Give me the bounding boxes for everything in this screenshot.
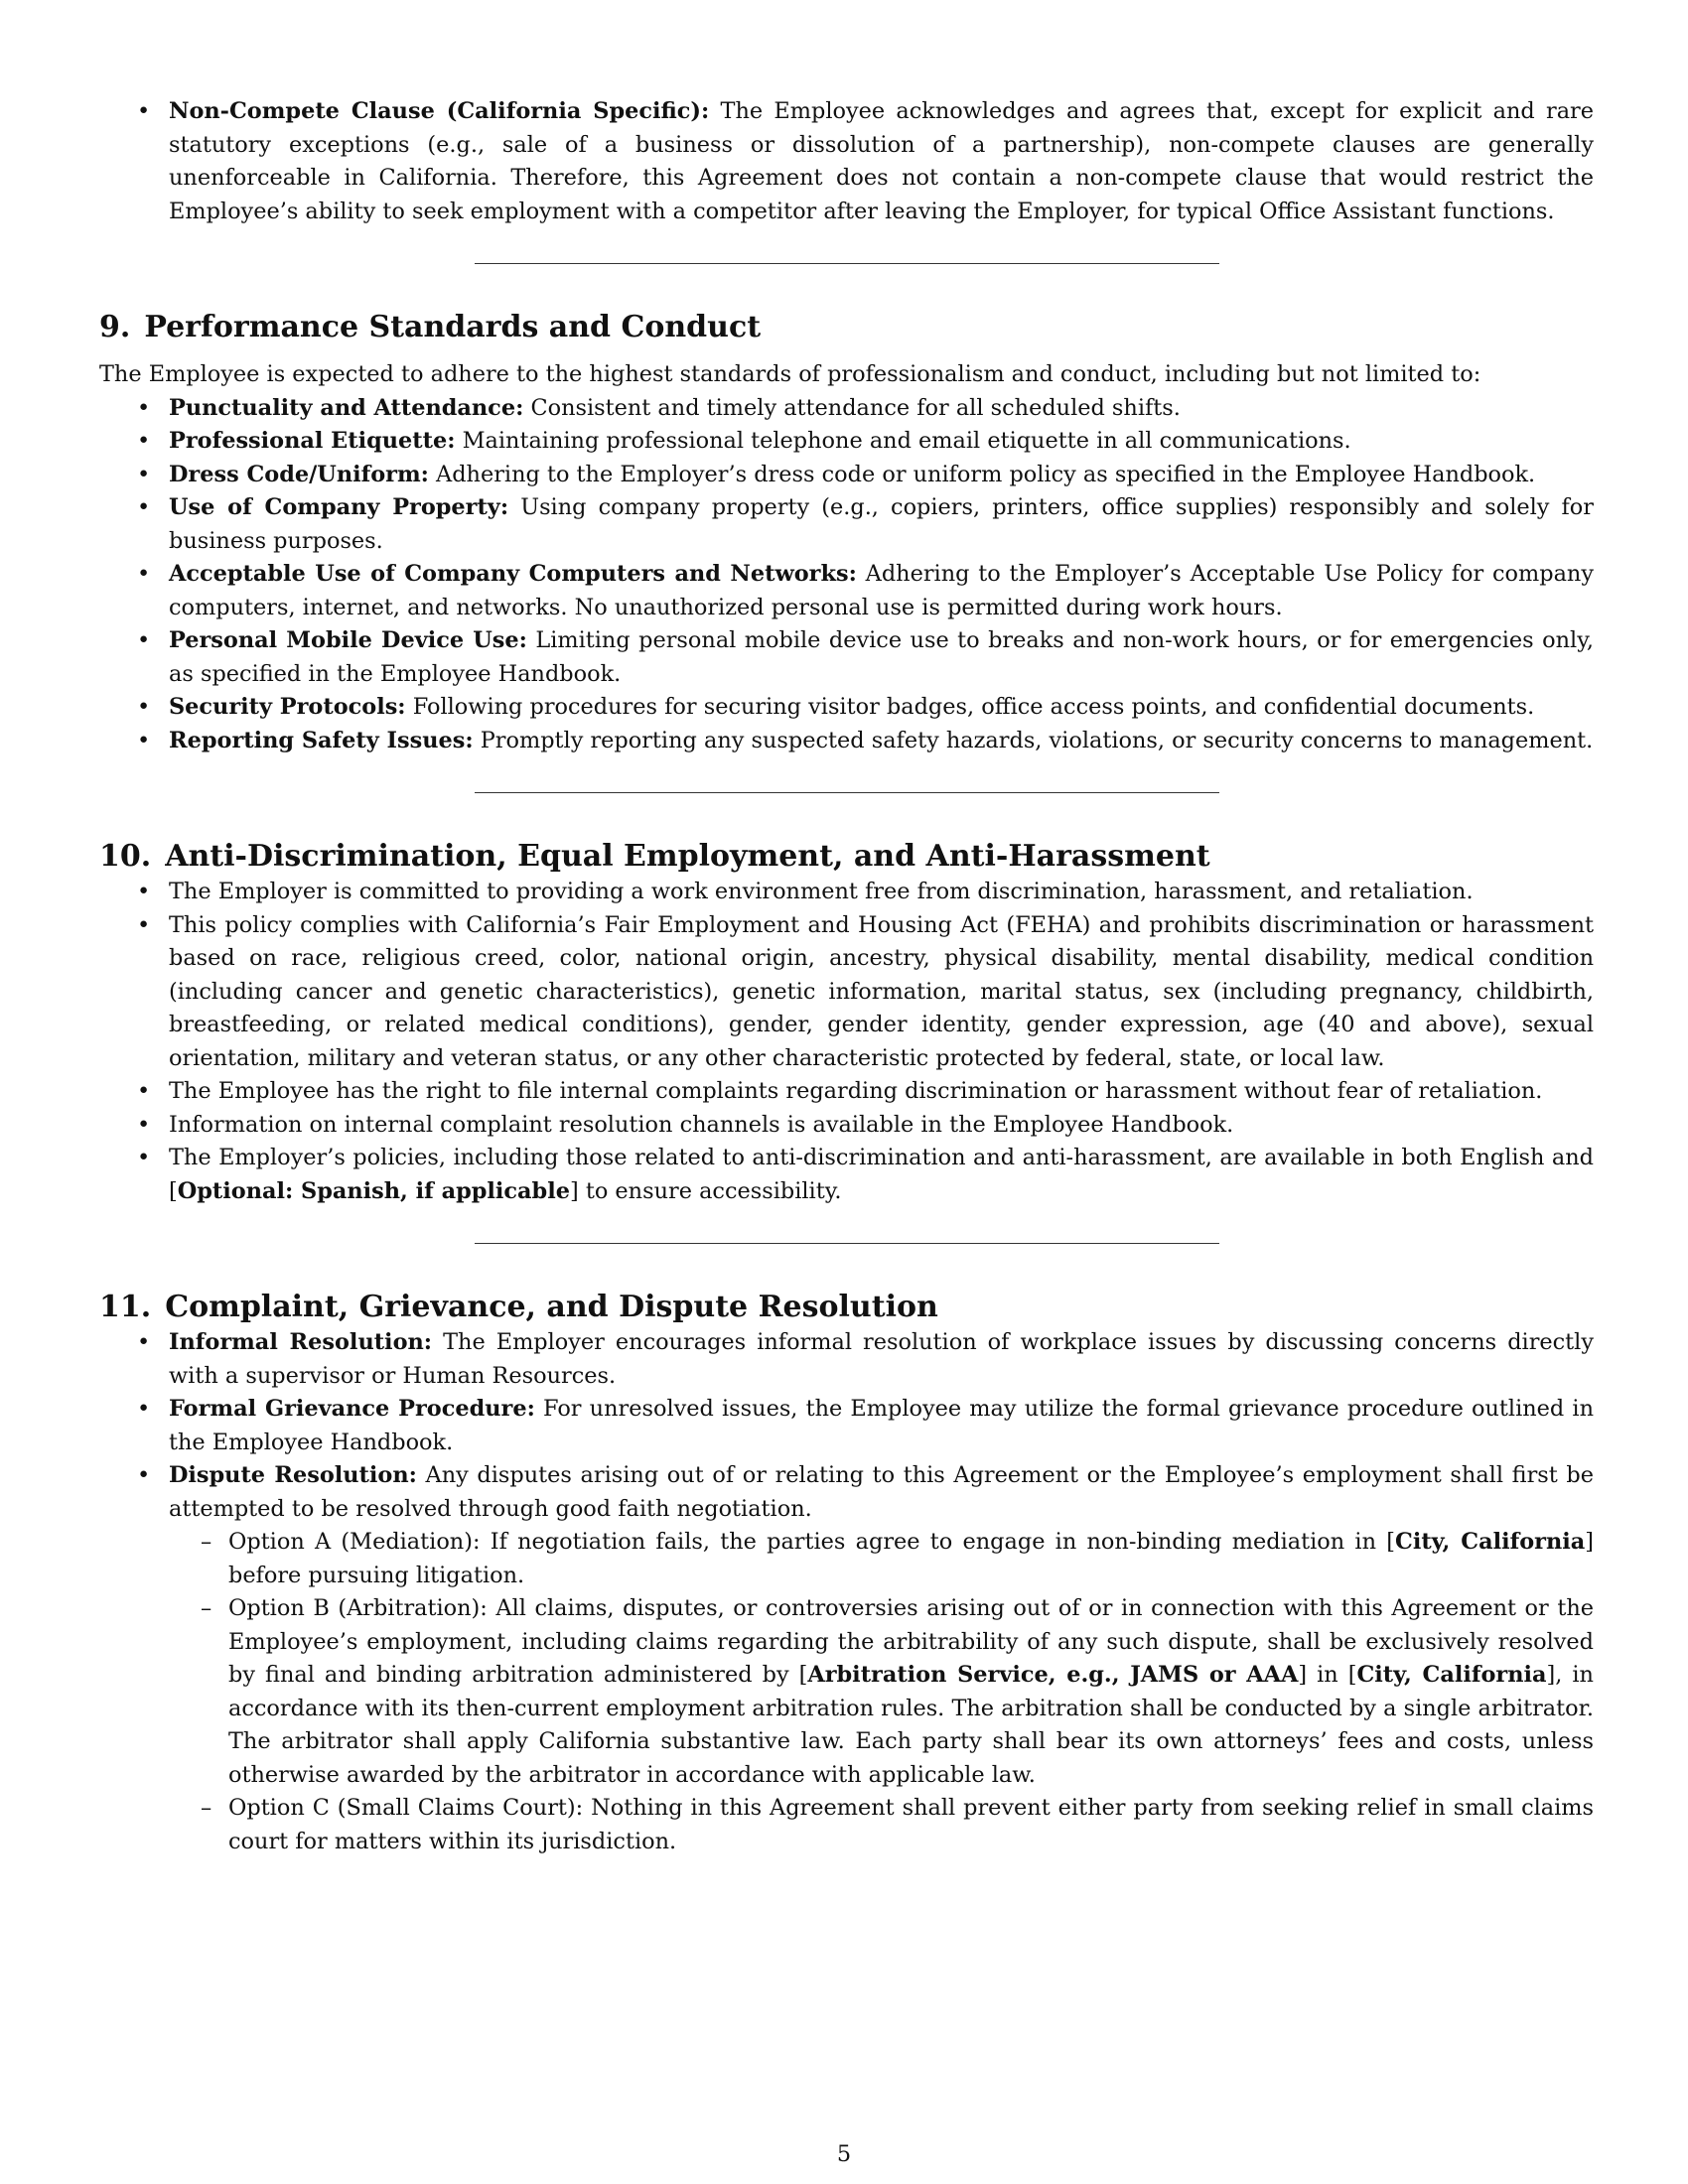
option-item [169, 1592, 1594, 1792]
list-item [99, 459, 1594, 492]
placeholder-field: Arbitration Service, e.g., JAMS or AAA [807, 1662, 1299, 1688]
item-label: Use of Company Property: [169, 494, 509, 520]
item-label: Personal Mobile Device Use: [169, 627, 527, 653]
section-divider [475, 263, 1219, 264]
item-text: Option A (Mediation): If negotiation fails, the parties agree to engage in non-binding mediation in [ [228, 1529, 1395, 1555]
non-compete-list [99, 95, 1594, 228]
item-label: Reporting Safety Issues: [169, 727, 474, 753]
section-11-list [99, 1326, 1594, 1858]
item-label: Security Protocols: [169, 694, 406, 720]
list-item: • Information on internal complaint resolution channels is available in the Employee Handbook. [99, 1109, 1594, 1143]
item-label: Professional Etiquette: [169, 428, 456, 454]
list-item [99, 558, 1594, 624]
item-text: For unresolved issues, the Employee may utilize the formal grievance procedure outlined in the Employee Handbook. [169, 1396, 1595, 1455]
item-label: Punctuality and Attendance: [169, 394, 524, 421]
item-text: The Employee acknowledges and agrees that, except for explicit and rare statutory exceptions (e.g., sale of a business or dissolution of a partnership), non-compete clauses are generally unenforceable in California. Therefore, this Agreement does not contain a non-compete clause that would restrict the Employee’s ability to seek employment with a competitor after leaving the Employer, for typical Office Assistant functions. [169, 98, 1594, 224]
item-text: Option B (Arbitration): All claims, disputes, or controversies arising out of or in connection with this Agreement or the Employee’s employment, including claims regarding the arbitrability of any such dispute, shall be exclusively resolved by final and binding arbitration administered by [ [228, 1595, 1594, 1688]
section-title: Anti-Discrimination, Equal Employment, and Anti-Harassment [165, 839, 1210, 874]
item-label: Acceptable Use of Company Computers and Networks: [169, 561, 857, 587]
item-label: Informal Resolution: [169, 1329, 433, 1355]
list-item [99, 491, 1594, 558]
option-item [169, 1526, 1594, 1592]
list-item: • This policy complies with California’s Fair Employment and Housing Act (FEHA) and prohibits discrimination or harassment based on race, religious creed, color, national origin, ancestry, physical disability, mental disability, medical condition (including cancer and genetic characteristics), genetic information, marital status, sex (including pregnancy, childbirth, breastfeeding, or related medical conditions), gender, gender identity, gender expression, age (40 and above), sexual orientation, military and veteran status, or any other characteristic protected by federal, state, or local law. [99, 909, 1594, 1076]
section-9-intro: The Employee is expected to adhere to the highest standards of professionalism and conduct, including but not limited to: [99, 361, 1481, 387]
list-item [99, 1142, 1594, 1208]
placeholder-field: City, California [1356, 1662, 1547, 1688]
item-text: Adhering to the Employer’s Acceptable Use Policy for company computers, internet, and networks. No unauthorized personal use is permitted during work hours. [169, 561, 1594, 620]
item-label: Dispute Resolution: [169, 1462, 417, 1488]
section-10-heading [99, 838, 1594, 876]
item-text: Promptly reporting any suspected safety hazards, violations, or security concerns to management. [473, 727, 1594, 753]
section-11-heading [99, 1289, 1594, 1326]
item-text: Consistent and timely attendance for all scheduled shifts. [523, 394, 1181, 421]
item-text: Using company property (e.g., copiers, printers, office supplies) responsibly and solely for business purposes. [169, 494, 1594, 554]
section-title: Complaint, Grievance, and Dispute Resolution [165, 1290, 938, 1324]
placeholder-field: City, California [1395, 1529, 1586, 1555]
item-text: ] in [ [1298, 1662, 1357, 1688]
section-9-heading [99, 309, 1594, 346]
list-item [99, 392, 1594, 426]
document-page [99, 95, 1594, 1858]
option-item: – Option C (Small Claims Court): Nothing in this Agreement shall prevent either party from seeking relief in small claims court for matters within its jurisdiction. [169, 1792, 1594, 1858]
item-text: Adhering to the Employer’s dress code or uniform policy as specified in the Employee Handbook. [428, 461, 1536, 487]
list-item [99, 691, 1594, 725]
section-number: 11. [99, 1290, 152, 1324]
page-number: 5 [836, 2141, 852, 2167]
list-item [99, 425, 1594, 459]
list-item [99, 725, 1594, 758]
section-number: 9. [99, 310, 131, 344]
item-text: ], in accordance with its then-current employment arbitration rules. The arbitration shall be conducted by a single arbitrator. The arbitrator shall apply California substantive law. Each party shall bear its own attorneys’ fees and costs, unless otherwise awarded by the arbitrator in accordance with applicable law. [228, 1662, 1594, 1788]
item-label: Non-Compete Clause (California Specific): [169, 98, 710, 124]
item-text: Following procedures for securing visitor badges, office access points, and confidential documents. [405, 694, 1535, 720]
list-item [99, 1459, 1594, 1858]
item-label: Formal Grievance Procedure: [169, 1396, 535, 1422]
list-item [99, 95, 1594, 228]
section-number: 10. [99, 839, 152, 874]
placeholder-field: Optional: Spanish, if applicable [177, 1177, 570, 1204]
item-text: The Employer encourages informal resolution of workplace issues by discussing concerns directly with a supervisor or Human Resources. [169, 1329, 1594, 1389]
dispute-options-list [169, 1526, 1594, 1858]
list-item: • The Employee has the right to file internal complaints regarding discrimination or harassment without fear of retaliation. [99, 1075, 1594, 1109]
list-item [99, 624, 1594, 691]
item-text: ] to ensure accessibility. [569, 1177, 842, 1204]
section-title: Performance Standards and Conduct [144, 310, 762, 344]
item-text: Any disputes arising out of or relating to this Agreement or the Employee’s employment shall first be attempted to be resolved through good faith negotiation. [169, 1462, 1594, 1522]
section-divider [475, 792, 1219, 793]
item-text: Limiting personal mobile device use to breaks and non-work hours, or for emergencies only, as specified in the Employee Handbook. [169, 627, 1594, 687]
list-item [99, 1326, 1594, 1393]
list-item: • The Employer is committed to providing a work environment free from discrimination, harassment, and retaliation. [99, 876, 1594, 909]
item-text: The Employer’s policies, including those related to anti-discrimination and anti-harassment, are available in both English and [ [169, 1145, 1594, 1204]
section-divider [475, 1243, 1219, 1244]
section-10-list [99, 876, 1594, 1208]
item-label: Dress Code/Uniform: [169, 461, 429, 487]
list-item [99, 1393, 1594, 1459]
item-text: ] before pursuing litigation. [228, 1529, 1594, 1588]
section-9-list [99, 392, 1594, 758]
item-text: Maintaining professional telephone and email etiquette in all communications. [455, 428, 1351, 454]
